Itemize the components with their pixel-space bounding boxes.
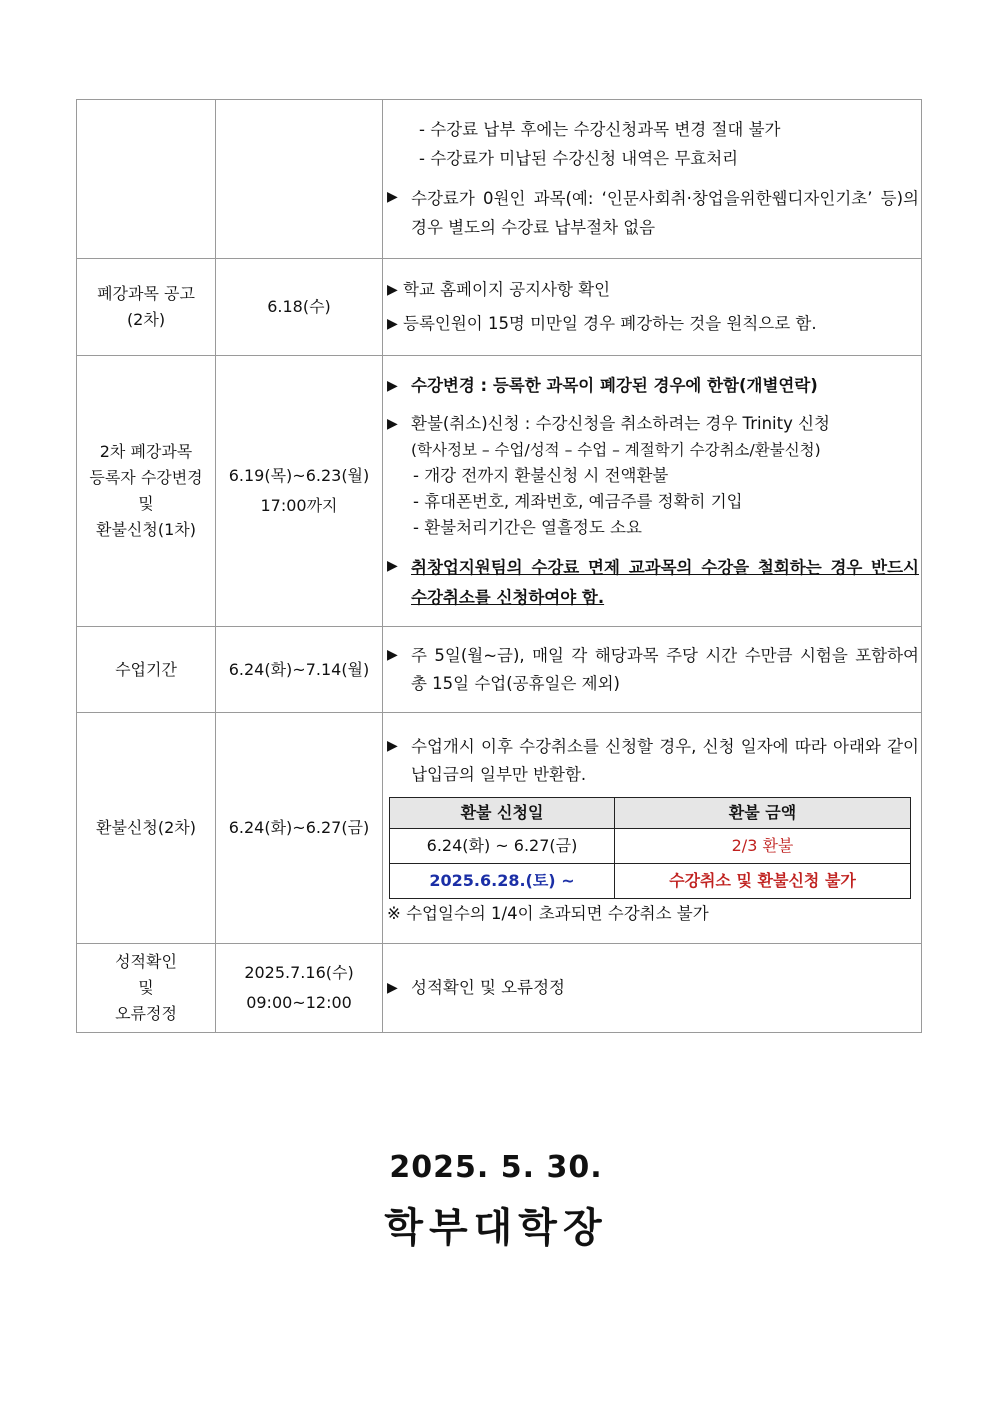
right-triangle-arrow-icon: ▶ — [387, 282, 398, 298]
refund-amount-cell: 2/3 환불 — [615, 829, 911, 864]
table-row — [77, 713, 922, 944]
table-row — [77, 356, 922, 627]
footer-date: 2025. 5. 30. — [389, 1150, 603, 1185]
right-triangle-arrow-icon: ▶ — [387, 378, 398, 394]
content-line: - 휴대폰번호, 계좌번호, 예금주를 정확히 기입 — [413, 492, 743, 511]
content-line: - 수강료가 미납된 수강신청 내역은 무효처리 — [419, 148, 739, 168]
row-content — [383, 713, 922, 944]
content-bullet: 취창업지원팀의 수강료 면제 교과목의 수강을 철회하는 경우 반드시 수강취소를 신청하여야 함. — [411, 558, 919, 607]
content-bullet: 수업개시 이후 수강취소를 신청할 경우, 신청 일자에 따라 아래와 같이 납입금의 일부만 반환함. — [411, 737, 919, 784]
content-line: - 환불처리기간은 열흘정도 소요 — [413, 518, 642, 537]
label-line: 오류정정 — [115, 1004, 177, 1023]
content-line: - 개강 전까지 환불신청 시 전액환불 — [413, 466, 669, 485]
refund-header-cell: 환불 신청일 — [390, 798, 615, 829]
row-content — [383, 627, 922, 713]
row-date — [216, 713, 383, 944]
content-bullet: 등록인원이 15명 미만일 경우 폐강하는 것을 원칙으로 함. — [403, 314, 817, 333]
right-triangle-arrow-icon: ▶ — [387, 558, 398, 574]
row-date — [216, 259, 383, 356]
right-triangle-arrow-icon: ▶ — [387, 738, 398, 754]
row-label — [77, 627, 216, 713]
content-bullet: 수강료가 0원인 과목(예: ‘인문사회취·창업을위한웹디자인기초’ 등)의 경우 별도의 수강료 납부절차 없음 — [411, 188, 919, 237]
label-line: 폐강과목 공고 — [97, 284, 195, 303]
date-line: 09:00~12:00 — [246, 993, 352, 1012]
content-line: (학사정보 – 수업/성적 – 수업 – 계절학기 수강취소/환불신청) — [411, 441, 821, 459]
label-line: 환불신청(2차) — [96, 818, 196, 837]
table-row — [77, 259, 922, 356]
date-line: 6.24(화)~6.27(금) — [228, 818, 370, 837]
row-content — [383, 100, 922, 259]
label-line: 등록자 수강변경 — [89, 468, 203, 487]
row-label — [77, 713, 216, 944]
row-label — [77, 944, 216, 1033]
row-date — [216, 356, 383, 627]
schedule-table — [76, 99, 922, 1033]
refund-table — [389, 797, 911, 899]
content-bullet: 수강변경 : 등록한 과목이 폐강된 경우에 한함(개별연락) — [411, 376, 818, 395]
date-line: 6.24(화)~7.14(월) — [228, 659, 370, 679]
date-line: 6.18(수) — [267, 297, 331, 316]
label-line: 및 — [138, 494, 154, 513]
refund-amount-cell: 수강취소 및 환불신청 불가 — [615, 864, 911, 899]
label-line: 및 — [138, 978, 154, 997]
right-triangle-arrow-icon: ▶ — [387, 646, 398, 663]
refund-date-cell: 6.24(화) ~ 6.27(금) — [390, 829, 615, 864]
row-label — [77, 356, 216, 627]
date-line: 17:00까지 — [260, 496, 338, 515]
row-content — [383, 356, 922, 627]
row-date — [216, 100, 383, 259]
label-line: 2차 폐강과목 — [99, 442, 193, 461]
content-bullet: 환불(취소)신청 : 수강신청을 취소하려는 경우 Trinity 신청 — [411, 414, 830, 433]
table-row — [77, 944, 922, 1033]
right-triangle-arrow-icon: ▶ — [387, 188, 398, 205]
content-bullet: 주 5일(월~금), 매일 각 해당과목 주당 시간 수만큼 시험을 포함하여 총 15일 수업(공휴일은 제외) — [411, 645, 919, 693]
right-triangle-arrow-icon: ▶ — [387, 980, 398, 996]
row-label — [77, 100, 216, 259]
refund-date-cell: 2025.6.28.(토) ~ — [390, 864, 615, 899]
refund-header-cell: 환불 금액 — [615, 798, 911, 829]
label-line: 성적확인 — [115, 952, 177, 971]
date-line: 2025.7.16(수) — [244, 963, 354, 982]
refund-row — [390, 864, 911, 899]
table-row — [77, 627, 922, 713]
row-label — [77, 259, 216, 356]
refund-header-row — [390, 798, 911, 829]
content-bullet: 성적확인 및 오류정정 — [411, 978, 565, 997]
date-line: 6.19(목)~6.23(월) — [228, 466, 370, 485]
content-line: - 수강료 납부 후에는 수강신청과목 변경 절대 불가 — [419, 119, 781, 139]
label-line: (2차) — [126, 310, 166, 329]
right-triangle-arrow-icon: ▶ — [387, 316, 398, 332]
content-bullet: 학교 홈페이지 공지사항 확인 — [403, 280, 611, 299]
label-line: 환불신청(1차) — [96, 520, 196, 539]
row-content — [383, 944, 922, 1033]
row-date — [216, 944, 383, 1033]
note-text: ※ 수업일수의 1/4이 초과되면 수강취소 불가 — [387, 904, 709, 923]
table-row — [77, 100, 922, 259]
right-triangle-arrow-icon: ▶ — [387, 416, 398, 432]
footer-title: 학부대학장 — [384, 1205, 608, 1251]
refund-row — [390, 829, 911, 864]
label-line: 수업기간 — [115, 659, 177, 679]
row-content — [383, 259, 922, 356]
row-date — [216, 627, 383, 713]
